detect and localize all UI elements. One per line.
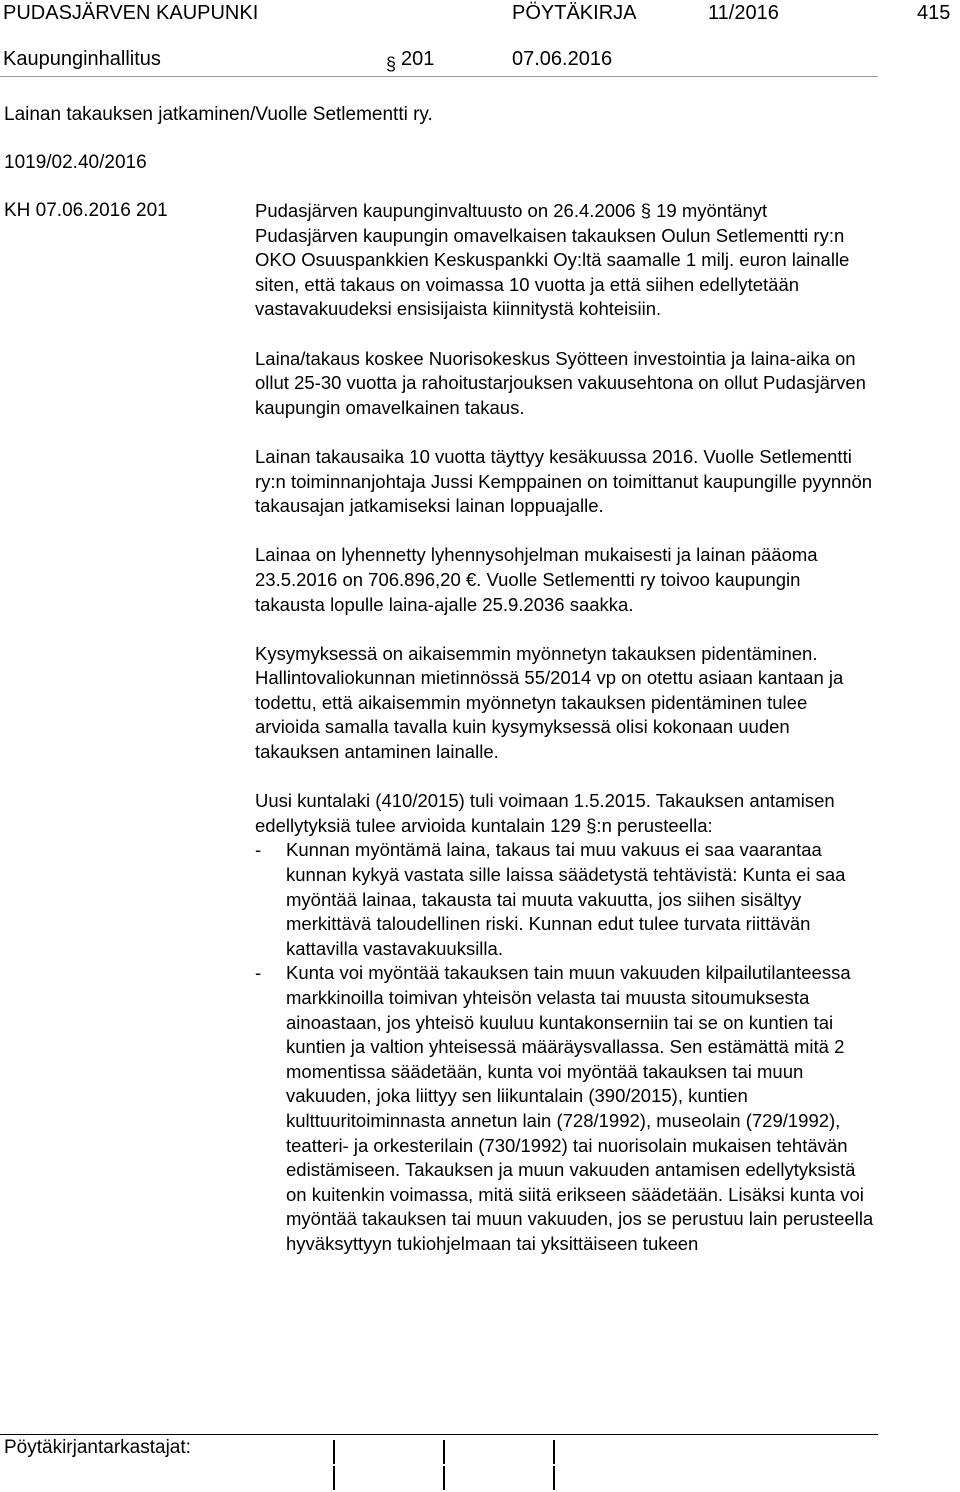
- signature-field: [553, 1466, 555, 1490]
- bullet-dash: -: [255, 962, 262, 984]
- issue-number: 11/2016: [708, 2, 779, 24]
- paragraph-2: Laina/takaus koskee Nuorisokeskus Syötteen investointia ja laina-aika on ollut 25-30 vuotta ja rahoitustarjouksen vakuusehtona on ollut Pudasjärven kaupungin omavelkainen takaus.: [255, 347, 866, 418]
- section-number: 201: [401, 48, 435, 70]
- criteria-list: [255, 838, 875, 1256]
- signature-field: [553, 1440, 555, 1464]
- header-divider: [0, 76, 878, 77]
- signature-field: [443, 1440, 445, 1464]
- footer-label: Pöytäkirjantarkastajat:: [4, 1437, 191, 1458]
- paragraph-3: Lainan takausaika 10 vuotta täyttyy kesäkuussa 2016. Vuolle Setlementti ry:n toiminnanjohtaja Jussi Kemppainen on toimittanut kaupungille pyynnön takausajan jatkamiseksi lainan loppuajalle.: [255, 445, 873, 517]
- section-sign: §: [386, 54, 397, 74]
- item-reference: 1019/02.40/2016: [4, 152, 147, 173]
- meeting-date: 07.06.2016: [512, 48, 613, 70]
- item-body: [255, 199, 875, 1257]
- paragraph-1: Pudasjärven kaupunginvaltuusto on 26.4.2006 § 19 myöntänyt Pudasjärven kaupungin omavelkaisen takauksen Oulun Setlementti ry:n OKO Osuuspankkien Keskuspankki Oy:ltä saamalle 1 milj. euron lainalle siten, että takaus on voimassa 10 vuotta ja että siihen edellytetään vastavakuudeksi ensisijaista kiinnitystä kohteisiin.: [255, 200, 850, 320]
- document-type: PÖYTÄKIRJA: [512, 2, 637, 24]
- list-item: [255, 838, 875, 961]
- footer-divider: [0, 1434, 878, 1435]
- meeting-body: Kaupunginhallitus: [3, 48, 161, 70]
- municipality-name: PUDASJÄRVEN KAUPUNKI: [3, 2, 259, 24]
- paragraph-4: Lainaa on lyhennetty lyhennysohjelman mukaisesti ja lainan pääoma 23.5.2016 on 706.896,20 €. Vuolle Setlementti ry toivoo kaupungin takausta lopulle laina-ajalle 25.9.2036 saakka.: [255, 544, 818, 615]
- signature-field: [333, 1466, 335, 1490]
- item-title: Lainan takauksen jatkaminen/Vuolle Setlementti ry.: [4, 104, 433, 125]
- signature-field: [333, 1440, 335, 1464]
- law-intro: Uusi kuntalaki (410/2015) tuli voimaan 1.5.2015. Takauksen antamisen edellytyksiä tulee arvioida kuntalain 129 §:n perusteella:: [255, 790, 835, 836]
- signature-field: [443, 1466, 445, 1490]
- list-item: [255, 961, 875, 1256]
- preparer-reference: KH 07.06.2016 201: [4, 200, 168, 221]
- list-item-text: Kunta voi myöntää takauksen tain muun vakuuden kilpailutilanteessa markkinoilla toimivan yhteisön velasta tai muusta sitoumuksesta ainoastaan, jos yhteisö kuuluu kuntakonserniin tai se on kuntien tai kuntien ja valtion yhteisessä määräysvallassa. Sen estämättä mitä 2 momentissa säädetään, kunta voi myöntää takauksen tai muun vakuuden, joka liittyy sen liikuntalain (390/2015), kuntien kulttuuritoiminnasta annetun lain (728/1992), museolain (729/1992), teatteri- ja orkesterilain (730/1992) tai nuorisolain mukaisen tehtävän edistämiseen. Takauksen ja muun vakuuden antamisen edellytyksistä on kuitenkin voimassa, mitä siitä erikseen säädetään. Lisäksi kunta voi myöntää takauksen tai muun vakuuden, jos se perustuu lain perusteella hyväksyttyyn tukiohjelmaan tai yksittäiseen tukeen: [286, 962, 874, 1254]
- page-number: 415: [917, 2, 951, 24]
- paragraph-5: Kysymyksessä on aikaisemmin myönnetyn takauksen pidentäminen. Hallintovaliokunnan mietinnössä 55/2014 vp on otettu asiaan kantaan ja todettu, että aikaisemmin myönnetyn takauksen pidentäminen tulee arvioida samalla tavalla kuin kysymyksessä olisi kokonaan uuden takauksen antaminen lainalle.: [255, 642, 844, 763]
- list-item-text: Kunnan myöntämä laina, takaus tai muu vakuus ei saa vaarantaa kunnan kykyä vastata sille laissa säädetystä tehtävistä: Kunta ei saa myöntää lainaa, takausta tai muuta vakuutta, jos siihen sisältyy merkittävä taloudellinen riski. Kunnan edut tulee turvata riittävän kattavilla vastavakuuksilla.: [286, 839, 846, 959]
- bullet-dash: -: [255, 839, 262, 861]
